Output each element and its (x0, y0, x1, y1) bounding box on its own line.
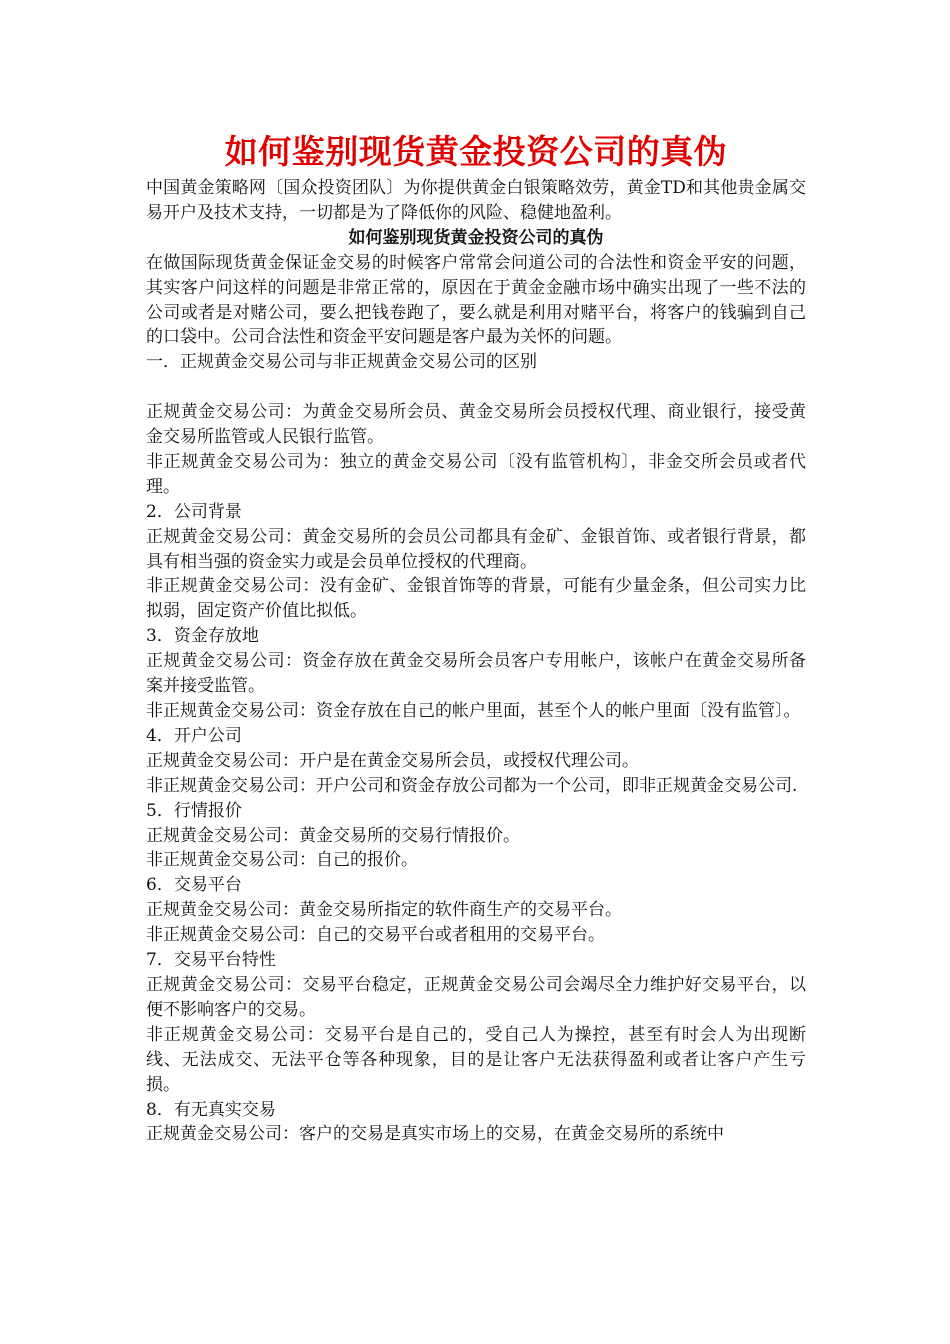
document-title: 如何鉴别现货黄金投资公司的真伪 (224, 132, 728, 171)
regular-company-paragraph: 正规黄金交易公司：黄金交易所的交易行情报价。 (146, 825, 520, 846)
section-heading-1: 一．正规黄金交易公司与非正规黄金交易公司的区别 (146, 352, 537, 373)
regular-company-paragraph: 正规黄金交易公司：资金存放在黄金交易所会员客户专用帐户，该帐户在黄金交易所备案并接受监管。 (146, 651, 806, 697)
regular-company-paragraph: 正规黄金交易公司：黄金交易所指定的软件商生产的交易平台。 (146, 900, 622, 921)
article-subtitle: 如何鉴别现货黄金投资公司的真伪 (348, 227, 604, 248)
blank-line (146, 375, 806, 400)
regular-company-paragraph: 正规黄金交易公司：黄金交易所的会员公司都具有金矿、金银首饰、或者银行背景，都具有相当强的资金实力或是会员单位授权的代理商。 (146, 526, 806, 572)
intro-paragraph: 中国黄金策略网〔国众投资团队〕为你提供黄金白银策略效劳，黄金TD和其他贵金属交易开户及技术支持，一切都是为了降低你的风险、稳健地盈利。 (146, 178, 806, 223)
section-heading-3: 3．资金存放地 (146, 626, 259, 647)
section-heading-8: 8．有无真实交易 (146, 1099, 276, 1120)
regular-company-paragraph: 正规黄金交易公司：交易平台稳定，正规黄金交易公司会竭尽全力维护好交易平台，以便不影响客户的交易。 (146, 974, 806, 1020)
irregular-company-paragraph: 非正规黄金交易公司为：独立的黄金交易公司〔没有监管机构〕，非金交所会员或者代理。 (146, 451, 806, 497)
regular-company-paragraph: 正规黄金交易公司：开户是在黄金交易所会员，或授权代理公司。 (146, 750, 639, 771)
irregular-company-paragraph: 非正规黄金交易公司：自己的报价。 (146, 850, 418, 871)
section-heading-4: 4．开户公司 (146, 725, 242, 746)
regular-company-paragraph: 正规黄金交易公司：客户的交易是真实市场上的交易，在黄金交易所的系统中 (146, 1124, 724, 1145)
irregular-company-paragraph: 非正规黄金交易公司：交易平台是自己的，受自己人为操控，甚至有时会人为出现断线、无法成交、无法平仓等各种现象，目的是让客户无法获得盈利或者让客户产生亏损。 (146, 1024, 806, 1095)
section-heading-6: 6．交易平台 (146, 875, 242, 896)
irregular-company-paragraph: 非正规黄金交易公司：没有金矿、金银首饰等的背景，可能有少量金条，但公司实力比拟弱，固定资产价值比拟低。 (146, 576, 806, 622)
lead-paragraph: 在做国际现货黄金保证金交易的时候客户常常会问道公司的合法性和资金平安的问题，其实客户问这样的问题是非常正常的，原因在于黄金金融市场中确实出现了一些不法的公司或者是对赌公司，要么把钱卷跑了，要么就是利用对赌平台，将客户的钱骗到自己的口袋中。公司合法性和资金平安问题是客户最为关怀的问题。 (146, 252, 806, 348)
irregular-company-paragraph: 非正规黄金交易公司：资金存放在自己的帐户里面，甚至个人的帐户里面〔没有监管〕。 (146, 701, 801, 722)
section-heading-5: 5．行情报价 (146, 800, 242, 821)
document-body (146, 128, 806, 1147)
section-heading-2: 2．公司背景 (146, 501, 242, 522)
irregular-company-paragraph: 非正规黄金交易公司：开户公司和资金存放公司都为一个公司，即非正规黄金交易公司. (146, 775, 798, 796)
irregular-company-paragraph: 非正规黄金交易公司：自己的交易平台或者租用的交易平台。 (146, 925, 605, 946)
section-heading-7: 7．交易平台特性 (146, 950, 276, 971)
regular-company-paragraph: 正规黄金交易公司：为黄金交易所会员、黄金交易所会员授权代理、商业银行，接受黄金交易所监管或人民银行监管。 (146, 402, 806, 448)
